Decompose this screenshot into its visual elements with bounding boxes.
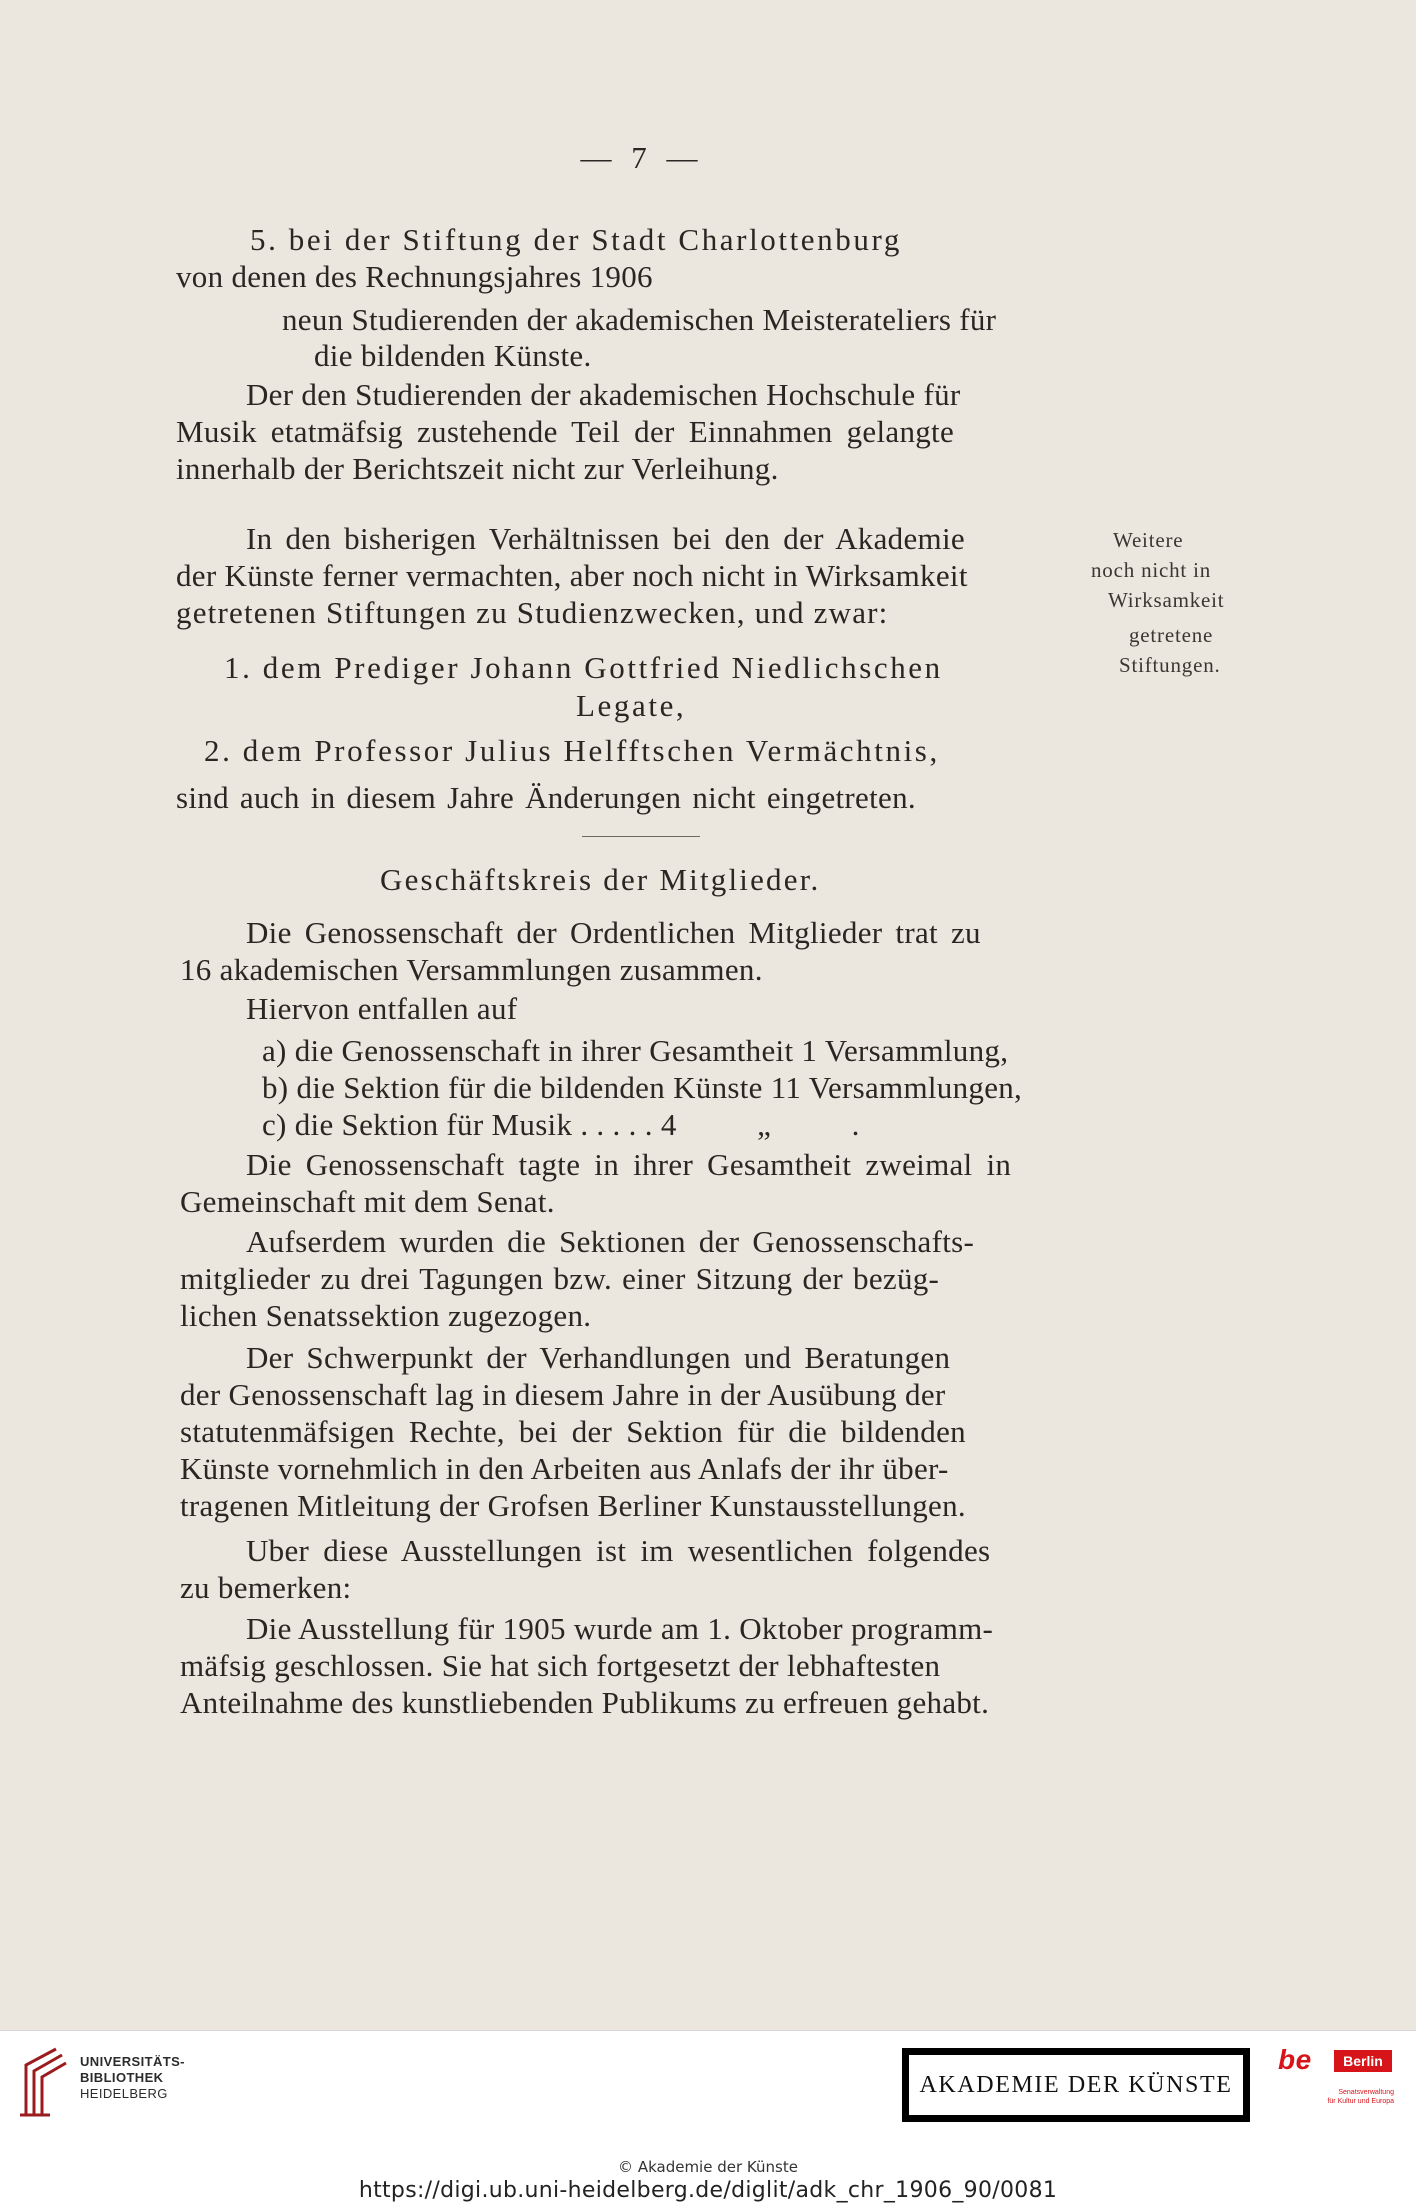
list-item: b) die Sektion für die bildenden Künste 11 Versammlungen, — [262, 1070, 1023, 1105]
text-line: Anteilnahme des kunstliebenden Publikums zu erfreuen gehabt. — [180, 1685, 990, 1720]
senat-line: für Kultur und Europa — [1327, 2098, 1394, 2105]
text-line: In den bisherigen Verhältnissen bei den der Akademie — [246, 521, 965, 556]
text-line: Künste vornehmlich in den Arbeiten aus Anlafs der ihr über- — [180, 1451, 949, 1486]
akademie-logo-label: AKADEMIE DER KÜNSTE — [909, 2055, 1243, 2115]
text-line: Hiervon entfallen auf — [246, 991, 518, 1026]
marginal-note-line: Weitere — [1113, 528, 1184, 552]
text-line: Der Schwerpunkt der Verhandlungen und Beratungen — [246, 1340, 951, 1375]
text-line: die bildenden Künste. — [314, 338, 592, 373]
copyright-notice: © Akademie der Künste — [618, 2158, 798, 2176]
text-line: Aufserdem wurden die Sektionen der Genossenschafts- — [246, 1224, 975, 1259]
text-line: neun Studierenden der akademischen Meisterateliers für — [282, 302, 997, 337]
permalink-url[interactable]: https://digi.ub.uni-heidelberg.de/diglit/adk_chr_1906_90/0081 — [358, 2178, 1058, 2203]
text-line: Die Ausstellung für 1905 wurde am 1. Oktober programm- — [246, 1611, 994, 1646]
text-line: 16 akademischen Versammlungen zusammen. — [180, 952, 763, 987]
marginal-note-line: Stiftungen. — [1119, 653, 1221, 677]
text-line: Der den Studierenden der akademischen Hochschule für — [246, 377, 961, 412]
marginal-note-line: noch nicht in — [1091, 558, 1212, 582]
text-line: Gemeinschaft mit dem Senat. — [180, 1184, 555, 1219]
text-line: von denen des Rechnungsjahres 1906 — [176, 259, 653, 294]
text-line: lichen Senatssektion zugezogen. — [180, 1298, 592, 1333]
text-line: tragenen Mitleitung der Grofsen Berliner Kunstausstellungen. — [180, 1488, 966, 1523]
text-line: statutenmäfsigen Rechte, bei der Sektion für die bildenden — [180, 1414, 966, 1449]
text-line: Musik etatmäfsig zustehende Teil der Einnahmen gelangte — [176, 414, 955, 449]
marginal-note-line: getretene — [1129, 623, 1214, 647]
ub-heidelberg-logo-icon[interactable] — [16, 2045, 68, 2119]
page-number: — 7 — — [580, 140, 704, 175]
berlin-flag-label: Berlin — [1334, 2050, 1392, 2072]
text-line: 5. bei der Stiftung der Stadt Charlottenburg — [250, 222, 902, 257]
akademie-der-kuenste-logo[interactable] — [902, 2048, 1250, 2122]
footer-divider — [0, 2030, 1416, 2031]
text-line: getretenen Stiftungen zu Studienzwecken, und zwar: — [176, 595, 889, 630]
list-item: c) die Sektion für Musik . . . . . 4 „ . — [262, 1107, 860, 1142]
senatsverwaltung-label — [1314, 2088, 1394, 2106]
text-line: mitglieder zu drei Tagungen bzw. einer Sitzung der bezüg- — [180, 1261, 940, 1296]
senat-line: Senatsverwaltung — [1338, 2089, 1394, 2096]
ub-name-line: BIBLIOTHEK — [80, 2070, 164, 2085]
be-berlin-logo[interactable] — [1274, 2044, 1396, 2128]
text-line: innerhalb der Berichtszeit nicht zur Verleihung. — [176, 451, 779, 486]
section-divider — [582, 836, 700, 837]
text-line: der Künste ferner vermachten, aber noch nicht in Wirksamkeit — [176, 558, 968, 593]
text-line: 2. dem Professor Julius Helfftschen Vermächtnis, — [204, 733, 940, 768]
text-line: mäfsig geschlossen. Sie hat sich fortgesetzt der lebhaftesten — [180, 1648, 941, 1683]
text-line: Legate, — [576, 688, 687, 723]
list-item: a) die Genossenschaft in ihrer Gesamtheit 1 Versammlung, — [262, 1033, 1009, 1068]
text-line: sind auch in diesem Jahre Änderungen nicht eingetreten. — [176, 780, 916, 815]
ub-name-line: HEIDELBERG — [80, 2086, 168, 2101]
marginal-note-line: Wirksamkeit — [1108, 588, 1225, 612]
be-berlin-mark: be — [1278, 2044, 1312, 2075]
text-line: Die Genossenschaft tagte in ihrer Gesamtheit zweimal in — [246, 1147, 1012, 1182]
section-heading: Geschäftskreis der Mitglieder. — [380, 862, 821, 897]
text-line: Uber diese Ausstellungen ist im wesentlichen folgendes — [246, 1533, 991, 1568]
text-line: der Genossenschaft lag in diesem Jahre in der Ausübung der — [180, 1377, 946, 1412]
viewer-footer — [0, 2030, 1416, 2204]
ub-name-line: UNIVERSITÄTS- — [80, 2054, 185, 2069]
text-line: zu bemerken: — [180, 1570, 352, 1605]
text-line: Die Genossenschaft der Ordentlichen Mitglieder trat zu — [246, 915, 981, 950]
text-line: 1. dem Prediger Johann Gottfried Niedlichschen — [224, 650, 943, 685]
